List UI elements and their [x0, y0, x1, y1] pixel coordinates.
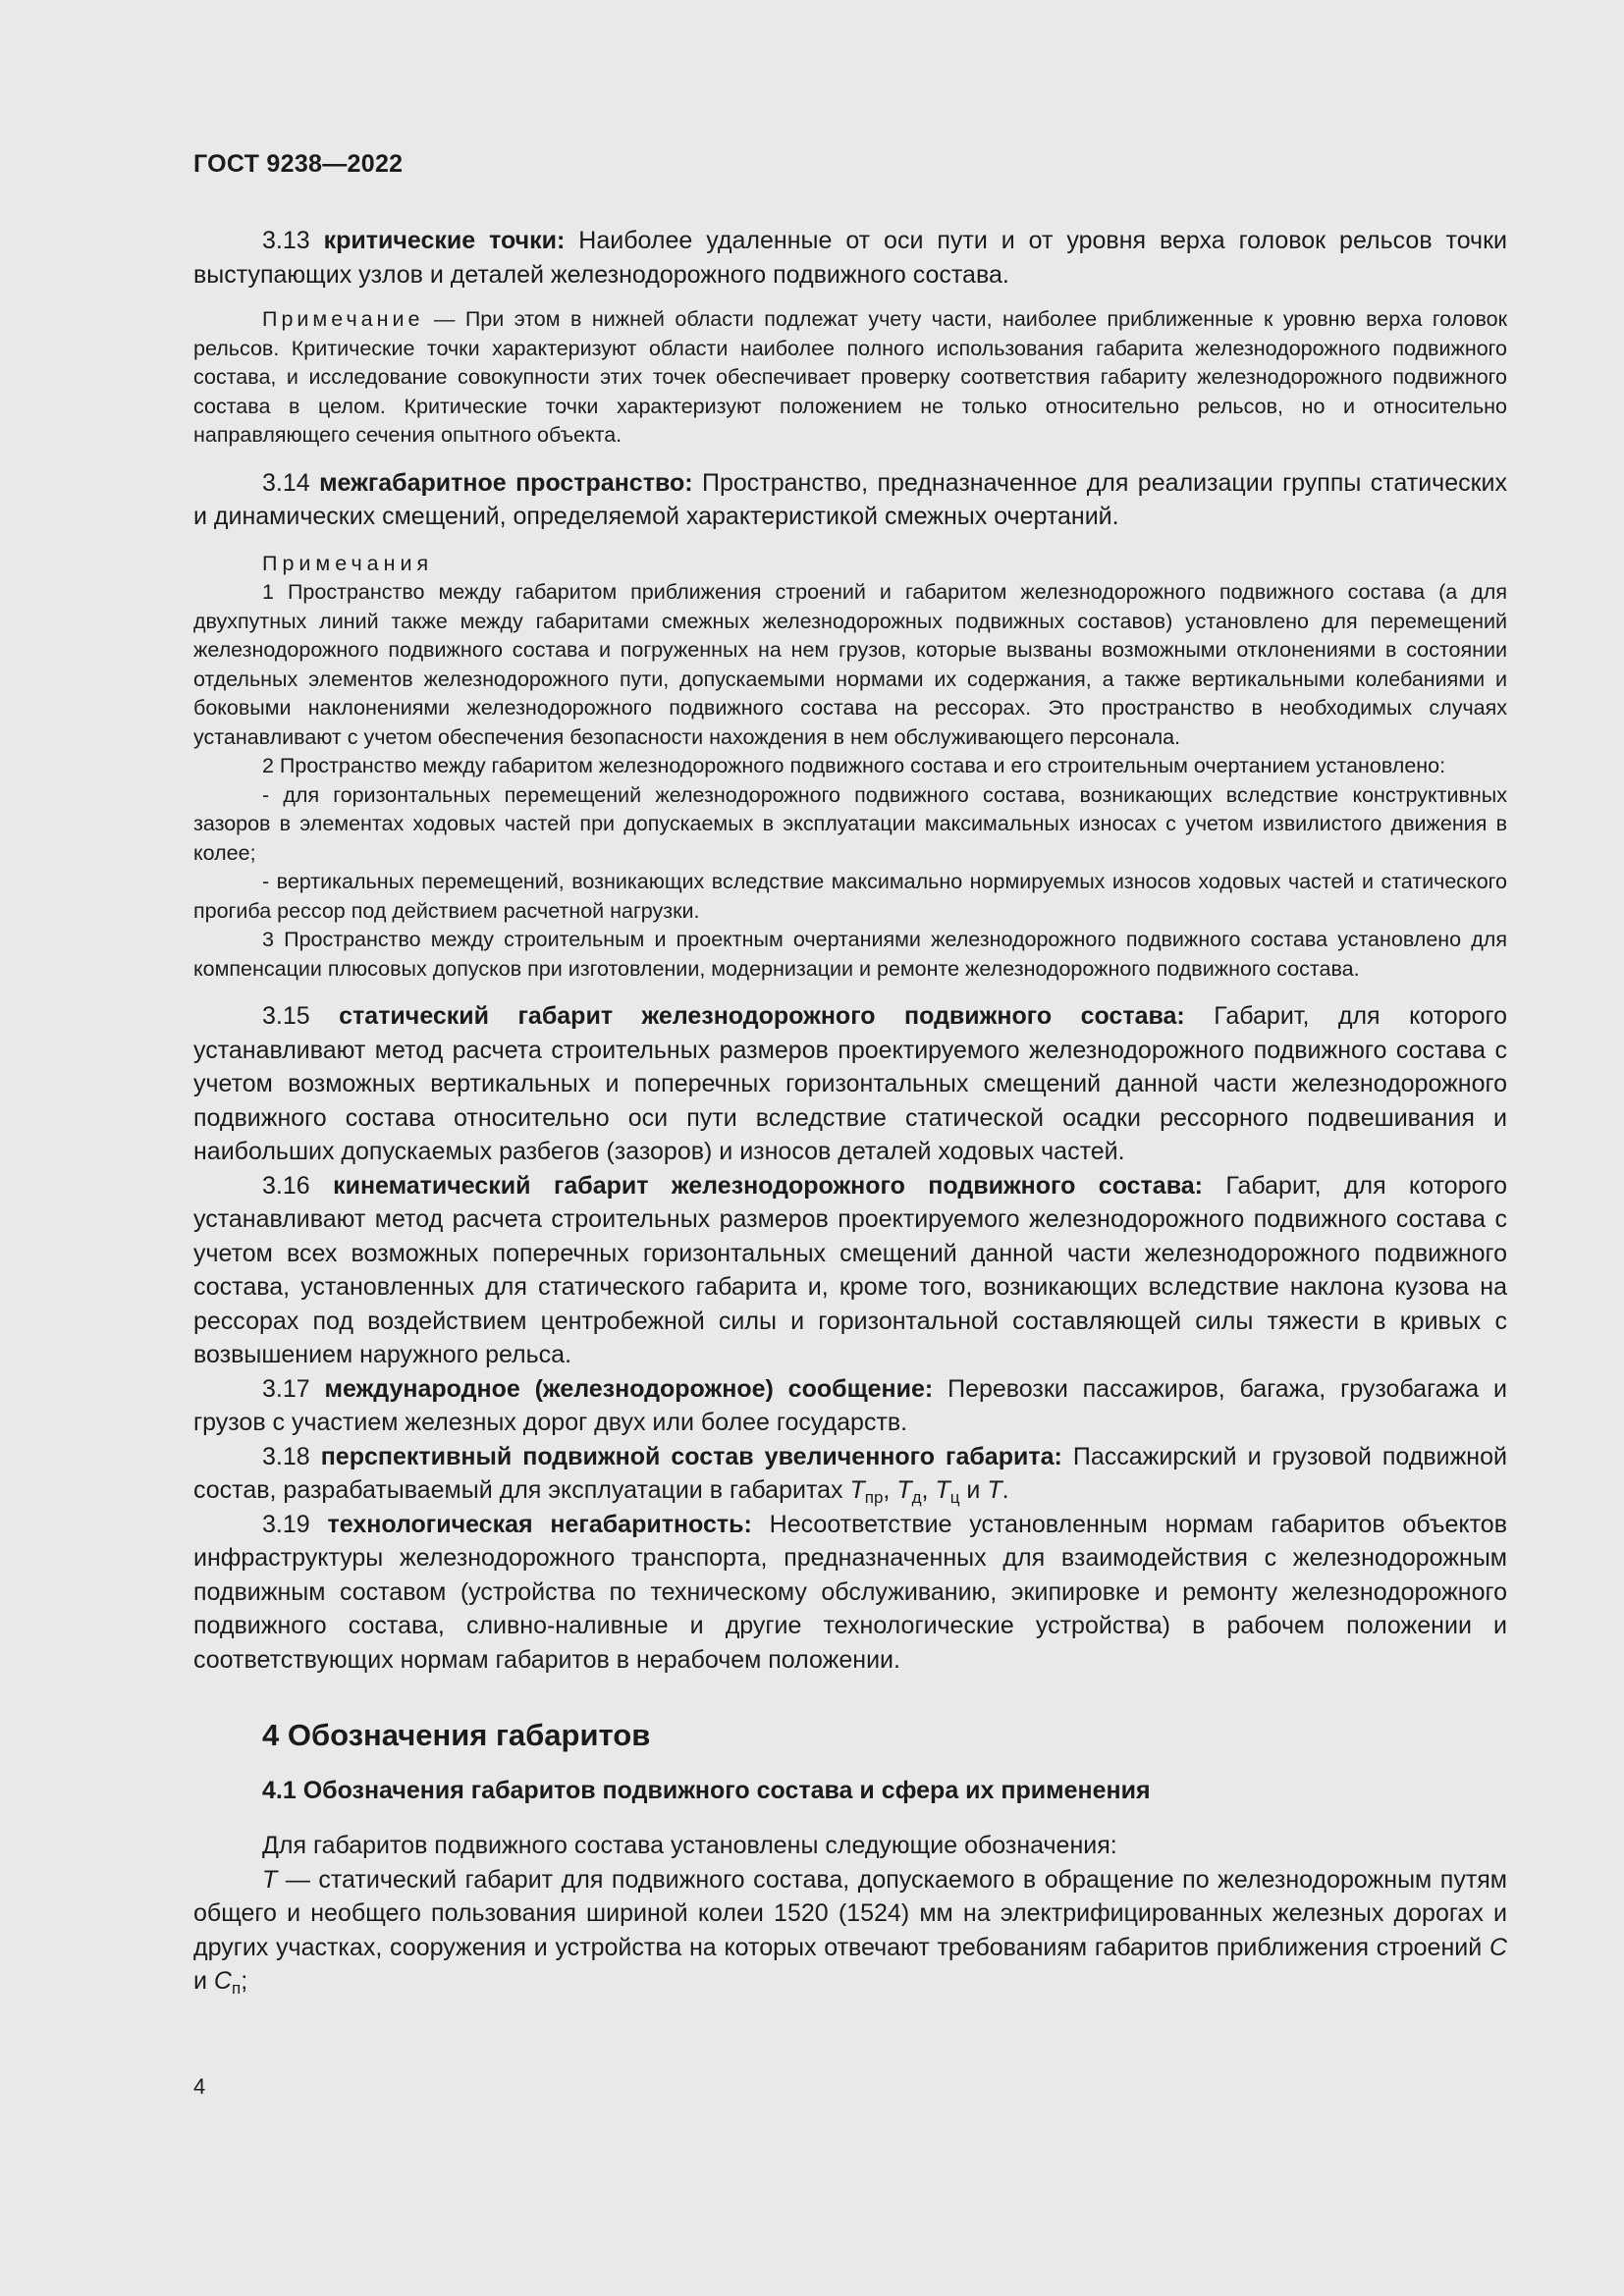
definition-t: [193, 1863, 1507, 1999]
clause-3-16: [193, 1169, 1507, 1372]
notes-label: Примечания: [262, 551, 434, 575]
definition-text: — статический габарит для подвижного состава, допускаемого в обращение по железнодорожным путям общего и необщего пользования шириной колеи 1520 (1524) мм на электрифицированных железных дорогах и других участках, сооружения и устройства на которых отвечают требованиям габаритов приближения строений: [193, 1865, 1507, 1961]
section-4-heading: 4 Обозначения габаритов: [262, 1718, 651, 1752]
term: статический габарит железнодорожного подвижного состава:: [339, 1002, 1185, 1030]
term: международное (железнодорожное) сообщение:: [324, 1374, 934, 1403]
note-3: 3 Пространство между строительным и проектным очертаниями железнодорожного подвижного состава установлено для компенсации плюсовых допусков при изготовлении, модернизации и ремонте железнодорожного подвижного состава.: [193, 928, 1507, 981]
clause-number: 3.17: [262, 1374, 325, 1403]
clearance-symbol: С: [1489, 1933, 1507, 1961]
clause-3-14: [193, 466, 1507, 534]
gauge-symbol: Т: [849, 1476, 865, 1504]
period: .: [1001, 1476, 1009, 1504]
clause-number: 3.15: [262, 1002, 340, 1030]
conjunction: и: [193, 1967, 214, 1995]
clause-3-13: [193, 224, 1507, 292]
note-text: — При этом в нижней области подлежат учету части, наиболее приближенные к уровню верха головок рельсов. Критические точки характеризуют области наиболее полного использования габарита железнодорожного подвижного состава, и исследование совокупности этих точек обеспечивает проверку соответствия габариту железнодорожного подвижного состава в целом. Критические точки характеризуют положением не только относительно рельсов, но и относительно направляющего сечения опытного объекта.: [193, 307, 1507, 447]
conjunction: и: [959, 1476, 988, 1504]
definition-text: Пассажирский и грузовой подвижной состав, разрабатываемый для эксплуатации в габаритах: [193, 1442, 1507, 1504]
separator: ,: [921, 1476, 936, 1504]
note-2-item-a: - для горизонтальных перемещений железнодорожного подвижного состава, возникающих вследствие конструктивных зазоров в элементах ходовых частей при допускаемых в эксплуатации максимальных износах с учетом извилистого движения в колее;: [193, 782, 1507, 865]
note-3-13: [193, 305, 1507, 451]
note-2: 2 Пространство между габаритом железнодорожного подвижного состава и его строительным очертанием установлено:: [262, 754, 1446, 777]
page-content: [193, 224, 1507, 1999]
clause-3-18: [193, 1440, 1507, 1508]
term: межгабаритное пространство:: [319, 468, 693, 497]
note-2-item-b: - вертикальных перемещений, возникающих вследствие максимально нормируемых износов ходовых частей и статического прогиба рессор под действием расчетной нагрузки.: [193, 870, 1507, 923]
clause-number: 3.13: [262, 227, 324, 254]
clause-3-19: [193, 1508, 1507, 1678]
gauge-symbol: Т: [935, 1476, 950, 1504]
section-4-intro: Для габаритов подвижного состава установлены следующие обозначения:: [262, 1832, 1117, 1859]
gauge-subscript: ц: [949, 1488, 960, 1507]
term: технологическая негабаритность:: [327, 1510, 752, 1538]
gauge-symbol: Т: [896, 1476, 912, 1504]
term: перспективный подвижной состав увеличенного габарита:: [320, 1442, 1062, 1470]
gauge-symbol: Т: [987, 1476, 1002, 1504]
note-label: Примечание: [262, 307, 424, 331]
term: кинематический габарит железнодорожного подвижного состава:: [333, 1171, 1203, 1200]
semicolon: ;: [241, 1967, 248, 1995]
definition-text: Габарит, для которого устанавливают метод расчета строительных размеров проектируемого железнодорожного подвижного состава с учетом возможных вертикальных и поперечных горизонтальных смещений данной части железнодорожного подвижного состава относительно оси пути вследствие статической осадки рессорного подвешивания и наибольших допускаемых разбегов (зазоров) и износов деталей ходовых частей.: [193, 1002, 1507, 1165]
clause-number: 3.18: [262, 1442, 321, 1470]
clearance-symbol: С: [213, 1967, 232, 1995]
separator: ,: [883, 1476, 897, 1504]
definition-text: Габарит, для которого устанавливают метод расчета строительных размеров проектируемого железнодорожного подвижного состава с учетом всех возможных поперечных горизонтальных смещений данной части железнодорожного подвижного состава, установленных для статического габарита и, кроме того, возникающих вследствие наклона кузова на рессорах под воздействием центробежной силы и горизонтальной составляющей силы тяжести в кривых с возвышением наружного рельса.: [193, 1171, 1507, 1368]
gauge-subscript: д: [911, 1488, 922, 1507]
definition-text: Наиболее удаленные от оси пути и от уровня верха головок рельсов точки выступающих узлов и деталей железнодорожного подвижного состава.: [193, 227, 1507, 289]
gauge-symbol: Т: [262, 1865, 278, 1894]
term: критические точки:: [323, 227, 566, 254]
clause-number: 3.19: [262, 1510, 328, 1538]
clause-number: 3.14: [262, 468, 320, 497]
clause-3-17: [193, 1372, 1507, 1440]
page-number: 4: [193, 2074, 206, 2099]
gauge-subscript: пр: [864, 1488, 884, 1507]
note-1: 1 Пространство между габаритом приближения строений и габаритом железнодорожного подвижного состава (а для двухпутных линий также между габаритами смежных железнодорожных подвижных составов) установлено для перемещений железнодорожного подвижного состава и погруженных на нем грузов, которые вызваны возможными отклонениями в состоянии отдельных элементов железнодорожного пути, допускаемыми нормами их содержания, а также вертикальными колебаниями и боковыми наклонениями железнодорожного подвижного состава на рессорах. Это пространство в необходимых случаях устанавливают с учетом обеспечения безопасности нахождения в нем обслуживающего персонала.: [193, 580, 1507, 749]
subsection-4-1-heading: 4.1 Обозначения габаритов подвижного состава и сфера их применения: [262, 1777, 1151, 1804]
definition-text: Несоответствие установленным нормам габаритов объектов инфраструктуры железнодорожного транспорта, предназначенных для взаимодействия с железнодорожным подвижным составом (устройства по техническому обслуживанию, экипировке и ремонту железнодорожного подвижного состава, сливно-наливные и другие технологические устройства) в рабочем положении и соответствующих нормам габаритов в нерабочем положении.: [193, 1510, 1507, 1674]
clearance-subscript: п: [231, 1979, 242, 1998]
document-code-header: ГОСТ 9238—2022: [193, 150, 404, 178]
definition-text: Пространство, предназначенное для реализации группы статических и динамических смещений, определяемой характеристикой смежных очертаний.: [193, 468, 1508, 530]
clause-number: 3.16: [262, 1171, 334, 1200]
definition-text: Перевозки пассажиров, багажа, грузобагажа и грузов с участием железных дорог двух или более государств.: [193, 1374, 1507, 1436]
clause-3-15: [193, 999, 1507, 1169]
